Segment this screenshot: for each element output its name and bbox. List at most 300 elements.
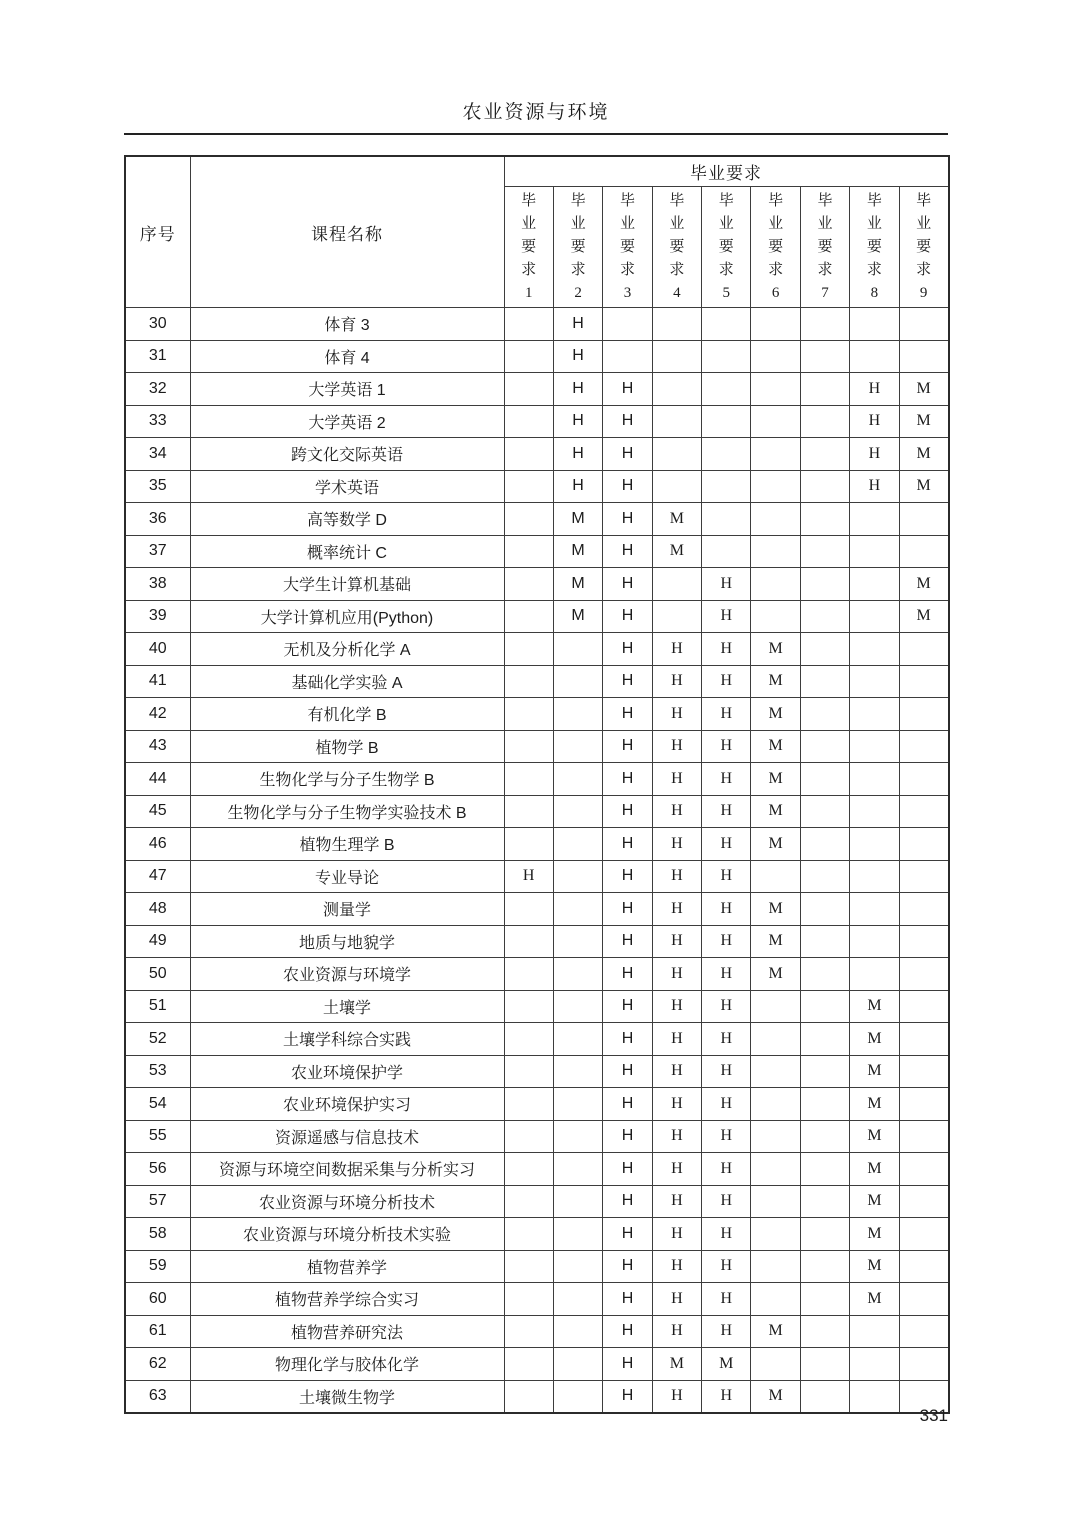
course-name-cell: 资源与环境空间数据采集与分析实习 xyxy=(190,1153,504,1186)
mark-cell-req8: M xyxy=(850,1120,899,1153)
row-index-cell: 44 xyxy=(125,763,190,796)
row-index-cell: 49 xyxy=(125,925,190,958)
mark-cell-req6: M xyxy=(751,763,800,796)
row-index-cell: 47 xyxy=(125,860,190,893)
table-header-row-group xyxy=(125,156,949,187)
mark-cell-req7 xyxy=(800,340,849,373)
mark-cell-req4: H xyxy=(652,1185,701,1218)
mark-cell-req1 xyxy=(504,925,553,958)
mark-cell-req6 xyxy=(751,308,800,341)
row-index-cell: 52 xyxy=(125,1023,190,1056)
row-index-cell: 41 xyxy=(125,665,190,698)
mark-cell-req8 xyxy=(850,568,899,601)
mark-cell-req6 xyxy=(751,1185,800,1218)
mark-cell-req5 xyxy=(702,503,751,536)
mark-cell-req3: H xyxy=(603,503,652,536)
mark-cell-req1 xyxy=(504,1380,553,1413)
table-row xyxy=(125,795,949,828)
table-row xyxy=(125,1218,949,1251)
mark-cell-req5: H xyxy=(702,828,751,861)
mark-cell-req9 xyxy=(899,990,948,1023)
requirements-group-header: 毕业要求 xyxy=(504,156,949,187)
mark-cell-req4: H xyxy=(652,1088,701,1121)
mark-cell-req3: H xyxy=(603,1315,652,1348)
row-index-cell: 30 xyxy=(125,308,190,341)
row-index-cell: 63 xyxy=(125,1380,190,1413)
table-row xyxy=(125,503,949,536)
mark-cell-req4 xyxy=(652,373,701,406)
mark-cell-req2 xyxy=(553,1153,602,1186)
mark-cell-req5: H xyxy=(702,1088,751,1121)
mark-cell-req7 xyxy=(800,405,849,438)
row-index-cell: 31 xyxy=(125,340,190,373)
mark-cell-req2: H xyxy=(553,438,602,471)
row-index-cell: 45 xyxy=(125,795,190,828)
mark-cell-req7 xyxy=(800,958,849,991)
mark-cell-req6: M xyxy=(751,925,800,958)
mark-cell-req2: M xyxy=(553,600,602,633)
mark-cell-req7 xyxy=(800,438,849,471)
mark-cell-req7 xyxy=(800,698,849,731)
course-name-cell: 植物营养研究法 xyxy=(190,1315,504,1348)
mark-cell-req6 xyxy=(751,990,800,1023)
mark-cell-req2 xyxy=(553,1380,602,1413)
mark-cell-req5: H xyxy=(702,1185,751,1218)
mark-cell-req3: H xyxy=(603,535,652,568)
mark-cell-req9: M xyxy=(899,568,948,601)
mark-cell-req3: H xyxy=(603,828,652,861)
mark-cell-req2 xyxy=(553,1283,602,1316)
course-column-header: 课程名称 xyxy=(190,156,504,308)
mark-cell-req6 xyxy=(751,535,800,568)
mark-cell-req2 xyxy=(553,1055,602,1088)
mark-cell-req3: H xyxy=(603,405,652,438)
mark-cell-req4: H xyxy=(652,1315,701,1348)
mark-cell-req7 xyxy=(800,893,849,926)
mark-cell-req7 xyxy=(800,568,849,601)
mark-cell-req4 xyxy=(652,438,701,471)
mark-cell-req2: M xyxy=(553,535,602,568)
mark-cell-req5 xyxy=(702,470,751,503)
mark-cell-req5: H xyxy=(702,925,751,958)
mark-cell-req1 xyxy=(504,698,553,731)
mark-cell-req7 xyxy=(800,665,849,698)
mark-cell-req7 xyxy=(800,1348,849,1381)
mark-cell-req2 xyxy=(553,795,602,828)
mark-cell-req4: H xyxy=(652,1380,701,1413)
mark-cell-req1 xyxy=(504,373,553,406)
requirement-header-label: 毕业要求6 xyxy=(768,192,784,301)
mark-cell-req7 xyxy=(800,600,849,633)
mark-cell-req7 xyxy=(800,990,849,1023)
mark-cell-req4: H xyxy=(652,698,701,731)
mark-cell-req9 xyxy=(899,1218,948,1251)
mark-cell-req3: H xyxy=(603,730,652,763)
course-name-cell: 概率统计 C xyxy=(190,535,504,568)
course-name-cell: 土壤学 xyxy=(190,990,504,1023)
mark-cell-req9 xyxy=(899,308,948,341)
course-name-cell: 植物营养学 xyxy=(190,1250,504,1283)
mark-cell-req7 xyxy=(800,860,849,893)
mark-cell-req1 xyxy=(504,1185,553,1218)
course-name-cell: 农业资源与环境学 xyxy=(190,958,504,991)
mark-cell-req3: H xyxy=(603,438,652,471)
mark-cell-req1 xyxy=(504,1250,553,1283)
mark-cell-req3: H xyxy=(603,990,652,1023)
mark-cell-req6 xyxy=(751,1055,800,1088)
row-index-cell: 35 xyxy=(125,470,190,503)
mark-cell-req3: H xyxy=(603,1283,652,1316)
mark-cell-req9 xyxy=(899,1120,948,1153)
table-row xyxy=(125,1185,949,1218)
mark-cell-req8 xyxy=(850,698,899,731)
row-index-cell: 48 xyxy=(125,893,190,926)
mark-cell-req4: H xyxy=(652,925,701,958)
course-name-cell: 植物学 B xyxy=(190,730,504,763)
mark-cell-req6 xyxy=(751,860,800,893)
mark-cell-req3: H xyxy=(603,795,652,828)
mark-cell-req9: M xyxy=(899,373,948,406)
table-row xyxy=(125,1153,949,1186)
mark-cell-req8 xyxy=(850,958,899,991)
table-row xyxy=(125,860,949,893)
mark-cell-req3 xyxy=(603,340,652,373)
mark-cell-req9 xyxy=(899,763,948,796)
table-row xyxy=(125,990,949,1023)
mark-cell-req8 xyxy=(850,600,899,633)
mark-cell-req1 xyxy=(504,1218,553,1251)
mark-cell-req4 xyxy=(652,470,701,503)
page-header-title: 农业资源与环境 xyxy=(462,102,610,123)
mark-cell-req6 xyxy=(751,503,800,536)
mark-cell-req9 xyxy=(899,665,948,698)
mark-cell-req3: H xyxy=(603,698,652,731)
mark-cell-req2 xyxy=(553,1315,602,1348)
mark-cell-req1 xyxy=(504,568,553,601)
page-number: 331 xyxy=(919,1406,948,1425)
mark-cell-req4: M xyxy=(652,1348,701,1381)
mark-cell-req2 xyxy=(553,698,602,731)
mark-cell-req3: H xyxy=(603,1218,652,1251)
mark-cell-req5: H xyxy=(702,990,751,1023)
mark-cell-req4: H xyxy=(652,1055,701,1088)
header-rule xyxy=(124,133,948,135)
mark-cell-req4: H xyxy=(652,893,701,926)
mark-cell-req4: H xyxy=(652,633,701,666)
table-row xyxy=(125,730,949,763)
course-name-cell: 植物生理学 B xyxy=(190,828,504,861)
mark-cell-req3: H xyxy=(603,1348,652,1381)
mark-cell-req5: H xyxy=(702,1315,751,1348)
course-name-cell: 物理化学与胶体化学 xyxy=(190,1348,504,1381)
requirement-header-label: 毕业要求1 xyxy=(521,192,537,301)
mark-cell-req4: H xyxy=(652,1023,701,1056)
mark-cell-req3: H xyxy=(603,373,652,406)
row-index-cell: 33 xyxy=(125,405,190,438)
mark-cell-req9: M xyxy=(899,405,948,438)
mark-cell-req1 xyxy=(504,535,553,568)
mark-cell-req5 xyxy=(702,405,751,438)
mark-cell-req9 xyxy=(899,1153,948,1186)
mark-cell-req3: H xyxy=(603,1088,652,1121)
course-name-cell: 生物化学与分子生物学实验技术 B xyxy=(190,795,504,828)
mark-cell-req9 xyxy=(899,535,948,568)
mark-cell-req2 xyxy=(553,1185,602,1218)
mark-cell-req8 xyxy=(850,925,899,958)
requirement-header-label: 毕业要求7 xyxy=(817,192,833,301)
row-index-cell: 61 xyxy=(125,1315,190,1348)
mark-cell-req9 xyxy=(899,1315,948,1348)
mark-cell-req4: H xyxy=(652,1283,701,1316)
requirement-header-label: 毕业要求8 xyxy=(866,192,882,301)
mark-cell-req5 xyxy=(702,340,751,373)
mark-cell-req2 xyxy=(553,1088,602,1121)
course-name-cell: 农业资源与环境分析技术 xyxy=(190,1185,504,1218)
mark-cell-req1 xyxy=(504,795,553,828)
mark-cell-req5: H xyxy=(702,1055,751,1088)
mark-cell-req6: M xyxy=(751,795,800,828)
mark-cell-req6 xyxy=(751,1023,800,1056)
table-row xyxy=(125,405,949,438)
mark-cell-req4: H xyxy=(652,795,701,828)
mark-cell-req1 xyxy=(504,730,553,763)
mark-cell-req5: H xyxy=(702,633,751,666)
table-row xyxy=(125,633,949,666)
course-name-cell: 生物化学与分子生物学 B xyxy=(190,763,504,796)
mark-cell-req4 xyxy=(652,600,701,633)
mark-cell-req9 xyxy=(899,503,948,536)
mark-cell-req8 xyxy=(850,1315,899,1348)
mark-cell-req8: M xyxy=(850,990,899,1023)
row-index-cell: 42 xyxy=(125,698,190,731)
mark-cell-req5: H xyxy=(702,1023,751,1056)
row-index-cell: 36 xyxy=(125,503,190,536)
course-name-cell: 有机化学 B xyxy=(190,698,504,731)
course-name-cell: 大学计算机应用(Python) xyxy=(190,600,504,633)
mark-cell-req2 xyxy=(553,958,602,991)
row-index-cell: 32 xyxy=(125,373,190,406)
mark-cell-req8: H xyxy=(850,470,899,503)
mark-cell-req9 xyxy=(899,1283,948,1316)
mark-cell-req8 xyxy=(850,308,899,341)
mark-cell-req9 xyxy=(899,1088,948,1121)
mark-cell-req7 xyxy=(800,1218,849,1251)
mark-cell-req6: M xyxy=(751,730,800,763)
mark-cell-req8 xyxy=(850,535,899,568)
mark-cell-req4: H xyxy=(652,1250,701,1283)
mark-cell-req5: H xyxy=(702,600,751,633)
requirement-header-6 xyxy=(751,187,800,308)
mark-cell-req2: M xyxy=(553,503,602,536)
mark-cell-req5: H xyxy=(702,893,751,926)
mark-cell-req2 xyxy=(553,633,602,666)
mark-cell-req9 xyxy=(899,730,948,763)
mark-cell-req5: H xyxy=(702,698,751,731)
mark-cell-req3: H xyxy=(603,763,652,796)
course-name-cell: 体育 3 xyxy=(190,308,504,341)
mark-cell-req8: M xyxy=(850,1088,899,1121)
table-row xyxy=(125,893,949,926)
mark-cell-req5: M xyxy=(702,1348,751,1381)
mark-cell-req3: H xyxy=(603,1250,652,1283)
mark-cell-req6: M xyxy=(751,698,800,731)
mark-cell-req7 xyxy=(800,470,849,503)
row-index-cell: 51 xyxy=(125,990,190,1023)
mark-cell-req2 xyxy=(553,1218,602,1251)
mark-cell-req3: H xyxy=(603,1185,652,1218)
mark-cell-req7 xyxy=(800,763,849,796)
requirement-header-1 xyxy=(504,187,553,308)
mark-cell-req4: H xyxy=(652,990,701,1023)
mark-cell-req7 xyxy=(800,535,849,568)
mark-cell-req2 xyxy=(553,828,602,861)
mark-cell-req3: H xyxy=(603,470,652,503)
row-index-cell: 62 xyxy=(125,1348,190,1381)
mark-cell-req8 xyxy=(850,633,899,666)
mark-cell-req3: H xyxy=(603,893,652,926)
mark-cell-req4: H xyxy=(652,1120,701,1153)
mark-cell-req1 xyxy=(504,308,553,341)
mark-cell-req9 xyxy=(899,958,948,991)
mark-cell-req5: H xyxy=(702,958,751,991)
table-row xyxy=(125,1315,949,1348)
mark-cell-req5 xyxy=(702,438,751,471)
mark-cell-req6 xyxy=(751,1153,800,1186)
mark-cell-req6: M xyxy=(751,1315,800,1348)
course-name-cell: 农业环境保护实习 xyxy=(190,1088,504,1121)
course-name-cell: 大学生计算机基础 xyxy=(190,568,504,601)
mark-cell-req4: H xyxy=(652,1218,701,1251)
row-index-cell: 57 xyxy=(125,1185,190,1218)
mark-cell-req8: M xyxy=(850,1283,899,1316)
index-column-header: 序号 xyxy=(125,156,190,308)
mark-cell-req7 xyxy=(800,1153,849,1186)
mark-cell-req7 xyxy=(800,308,849,341)
table-row xyxy=(125,1283,949,1316)
course-name-cell: 土壤微生物学 xyxy=(190,1380,504,1413)
mark-cell-req7 xyxy=(800,1250,849,1283)
course-name-cell: 无机及分析化学 A xyxy=(190,633,504,666)
course-name-cell: 学术英语 xyxy=(190,470,504,503)
mark-cell-req6: M xyxy=(751,633,800,666)
mark-cell-req9 xyxy=(899,1185,948,1218)
mark-cell-req7 xyxy=(800,1055,849,1088)
table-row xyxy=(125,308,949,341)
mark-cell-req7 xyxy=(800,503,849,536)
mark-cell-req5: H xyxy=(702,665,751,698)
course-name-cell: 农业环境保护学 xyxy=(190,1055,504,1088)
mark-cell-req7 xyxy=(800,1283,849,1316)
table-row xyxy=(125,470,949,503)
mark-cell-req1 xyxy=(504,1348,553,1381)
mark-cell-req8: M xyxy=(850,1250,899,1283)
mark-cell-req7 xyxy=(800,1088,849,1121)
mark-cell-req5: H xyxy=(702,730,751,763)
mark-cell-req9 xyxy=(899,340,948,373)
mark-cell-req6 xyxy=(751,470,800,503)
mark-cell-req4 xyxy=(652,308,701,341)
course-name-cell: 资源遥感与信息技术 xyxy=(190,1120,504,1153)
mark-cell-req3: H xyxy=(603,600,652,633)
requirement-header-label: 毕业要求5 xyxy=(718,192,734,301)
table-row xyxy=(125,1088,949,1121)
requirement-header-8 xyxy=(850,187,899,308)
mark-cell-req9 xyxy=(899,893,948,926)
row-index-cell: 55 xyxy=(125,1120,190,1153)
table-row xyxy=(125,438,949,471)
mark-cell-req3: H xyxy=(603,568,652,601)
table-row xyxy=(125,763,949,796)
mark-cell-req9 xyxy=(899,1055,948,1088)
row-index-cell: 56 xyxy=(125,1153,190,1186)
mark-cell-req8: H xyxy=(850,438,899,471)
mark-cell-req8: M xyxy=(850,1153,899,1186)
mark-cell-req2: H xyxy=(553,340,602,373)
mark-cell-req4: H xyxy=(652,730,701,763)
course-name-cell: 高等数学 D xyxy=(190,503,504,536)
mark-cell-req1 xyxy=(504,438,553,471)
mark-cell-req9 xyxy=(899,860,948,893)
mark-cell-req7 xyxy=(800,633,849,666)
mark-cell-req6 xyxy=(751,600,800,633)
mark-cell-req1 xyxy=(504,1315,553,1348)
mark-cell-req9 xyxy=(899,828,948,861)
mark-cell-req1 xyxy=(504,665,553,698)
mark-cell-req6 xyxy=(751,438,800,471)
row-index-cell: 39 xyxy=(125,600,190,633)
mark-cell-req9 xyxy=(899,795,948,828)
mark-cell-req3: H xyxy=(603,1055,652,1088)
row-index-cell: 43 xyxy=(125,730,190,763)
mark-cell-req3: H xyxy=(603,665,652,698)
mark-cell-req3: H xyxy=(603,925,652,958)
row-index-cell: 34 xyxy=(125,438,190,471)
mark-cell-req1 xyxy=(504,1055,553,1088)
requirement-header-label: 毕业要求9 xyxy=(916,192,932,301)
course-name-cell: 跨文化交际英语 xyxy=(190,438,504,471)
mark-cell-req2 xyxy=(553,1120,602,1153)
mark-cell-req7 xyxy=(800,1120,849,1153)
mark-cell-req4 xyxy=(652,405,701,438)
mark-cell-req1 xyxy=(504,1153,553,1186)
mark-cell-req8 xyxy=(850,340,899,373)
mark-cell-req6 xyxy=(751,1120,800,1153)
requirement-header-5 xyxy=(702,187,751,308)
mark-cell-req9: M xyxy=(899,600,948,633)
mark-cell-req8 xyxy=(850,1348,899,1381)
course-name-cell: 基础化学实验 A xyxy=(190,665,504,698)
table-row xyxy=(125,925,949,958)
row-index-cell: 58 xyxy=(125,1218,190,1251)
mark-cell-req6 xyxy=(751,340,800,373)
row-index-cell: 38 xyxy=(125,568,190,601)
row-index-cell: 54 xyxy=(125,1088,190,1121)
mark-cell-req5: H xyxy=(702,795,751,828)
table-row xyxy=(125,1250,949,1283)
mark-cell-req2: M xyxy=(553,568,602,601)
mark-cell-req2 xyxy=(553,1250,602,1283)
curriculum-requirements-table xyxy=(124,155,950,1414)
mark-cell-req7 xyxy=(800,828,849,861)
mark-cell-req2: H xyxy=(553,373,602,406)
table-row xyxy=(125,600,949,633)
mark-cell-req5: H xyxy=(702,1283,751,1316)
mark-cell-req1 xyxy=(504,990,553,1023)
mark-cell-req1 xyxy=(504,405,553,438)
mark-cell-req8: M xyxy=(850,1055,899,1088)
mark-cell-req9 xyxy=(899,1023,948,1056)
mark-cell-req6 xyxy=(751,1218,800,1251)
